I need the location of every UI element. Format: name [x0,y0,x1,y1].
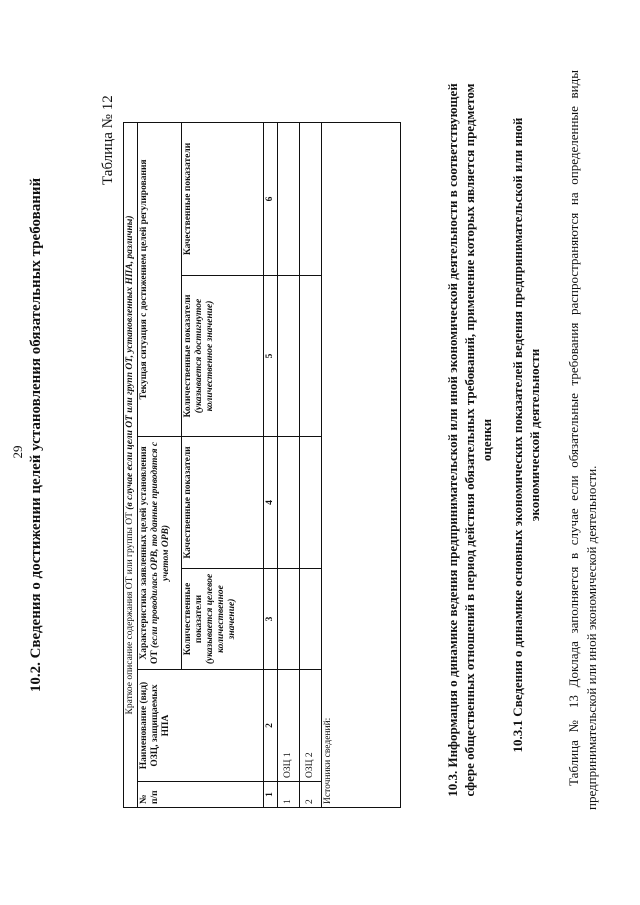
section-10-3-1-title: 10.3.1 Сведения о динамике основных экономических показателей ведения предпринимательской или иной экономической деятельности [510,117,542,753]
subheader-qualitative-target: Качественные показатели [182,437,264,569]
row-number: 1 [277,782,299,808]
row-number: 2 [299,782,321,808]
section-10-3-title: 10.3. Информация о динамике ведения предпринимательской или иной экономической деятельности в соответствующей сфере общественных отношений в период действия обязательных требований, применение которых является предметом оценки [445,83,494,797]
requirements-table [123,122,401,808]
column-number-row [264,122,278,807]
table-row [277,122,299,807]
column-number: 3 [264,569,278,670]
body-paragraph: Таблица № 13 Доклада заполняется в случае если обязательные требования распространяются на определенные виды предпринимательской или иной экономической деятельности. [566,70,599,810]
col-name-header: Наименование (вид) ОЗЦ, защищаемых НПА [138,670,264,782]
row-name: ОЗЦ 1 [277,670,299,782]
row-name: ОЗЦ 2 [299,670,321,782]
table-cell [299,569,321,670]
column-number: 4 [264,437,278,569]
col-goals-header: Характеристика заявленных целей установления ОТ (если проводилась ОРВ, то данные приводятся с учетом ОРВ) [138,437,182,670]
table-cell [277,276,299,437]
top-header: Краткое описание содержания ОТ или группы ОТ (в случае если цели ОТ или групп ОТ, установленных НПА, различны) [124,122,138,807]
column-number: 2 [264,670,278,782]
table-cell [299,122,321,275]
table-cell [299,276,321,437]
col-current-header: Текущая ситуация с достижением целей регулирования [138,122,182,436]
column-number: 5 [264,276,278,437]
sources-row: Источники сведений: [321,122,400,807]
table-cell [277,569,299,670]
col-number-header: № п/п [138,782,264,808]
table-row [299,122,321,807]
page-number: 29 [10,445,25,459]
table-cell [277,437,299,569]
subheader-quantitative-achieved: Количественные показатели (указывается достигнутое количественное значение) [182,276,264,437]
column-number: 1 [264,782,278,808]
section-title: 10.2. Сведения о достижении целей установления обязательных требований [28,177,44,693]
table-cell [299,437,321,569]
table-cell [277,122,299,275]
column-number: 6 [264,122,278,275]
subheader-qualitative-achieved: Качественные показатели [182,122,264,275]
table-label: Таблица № 12 [100,95,116,185]
subheader-quantitative-target: Количественные показатели (указывается целевое количественное значение) [182,569,264,670]
